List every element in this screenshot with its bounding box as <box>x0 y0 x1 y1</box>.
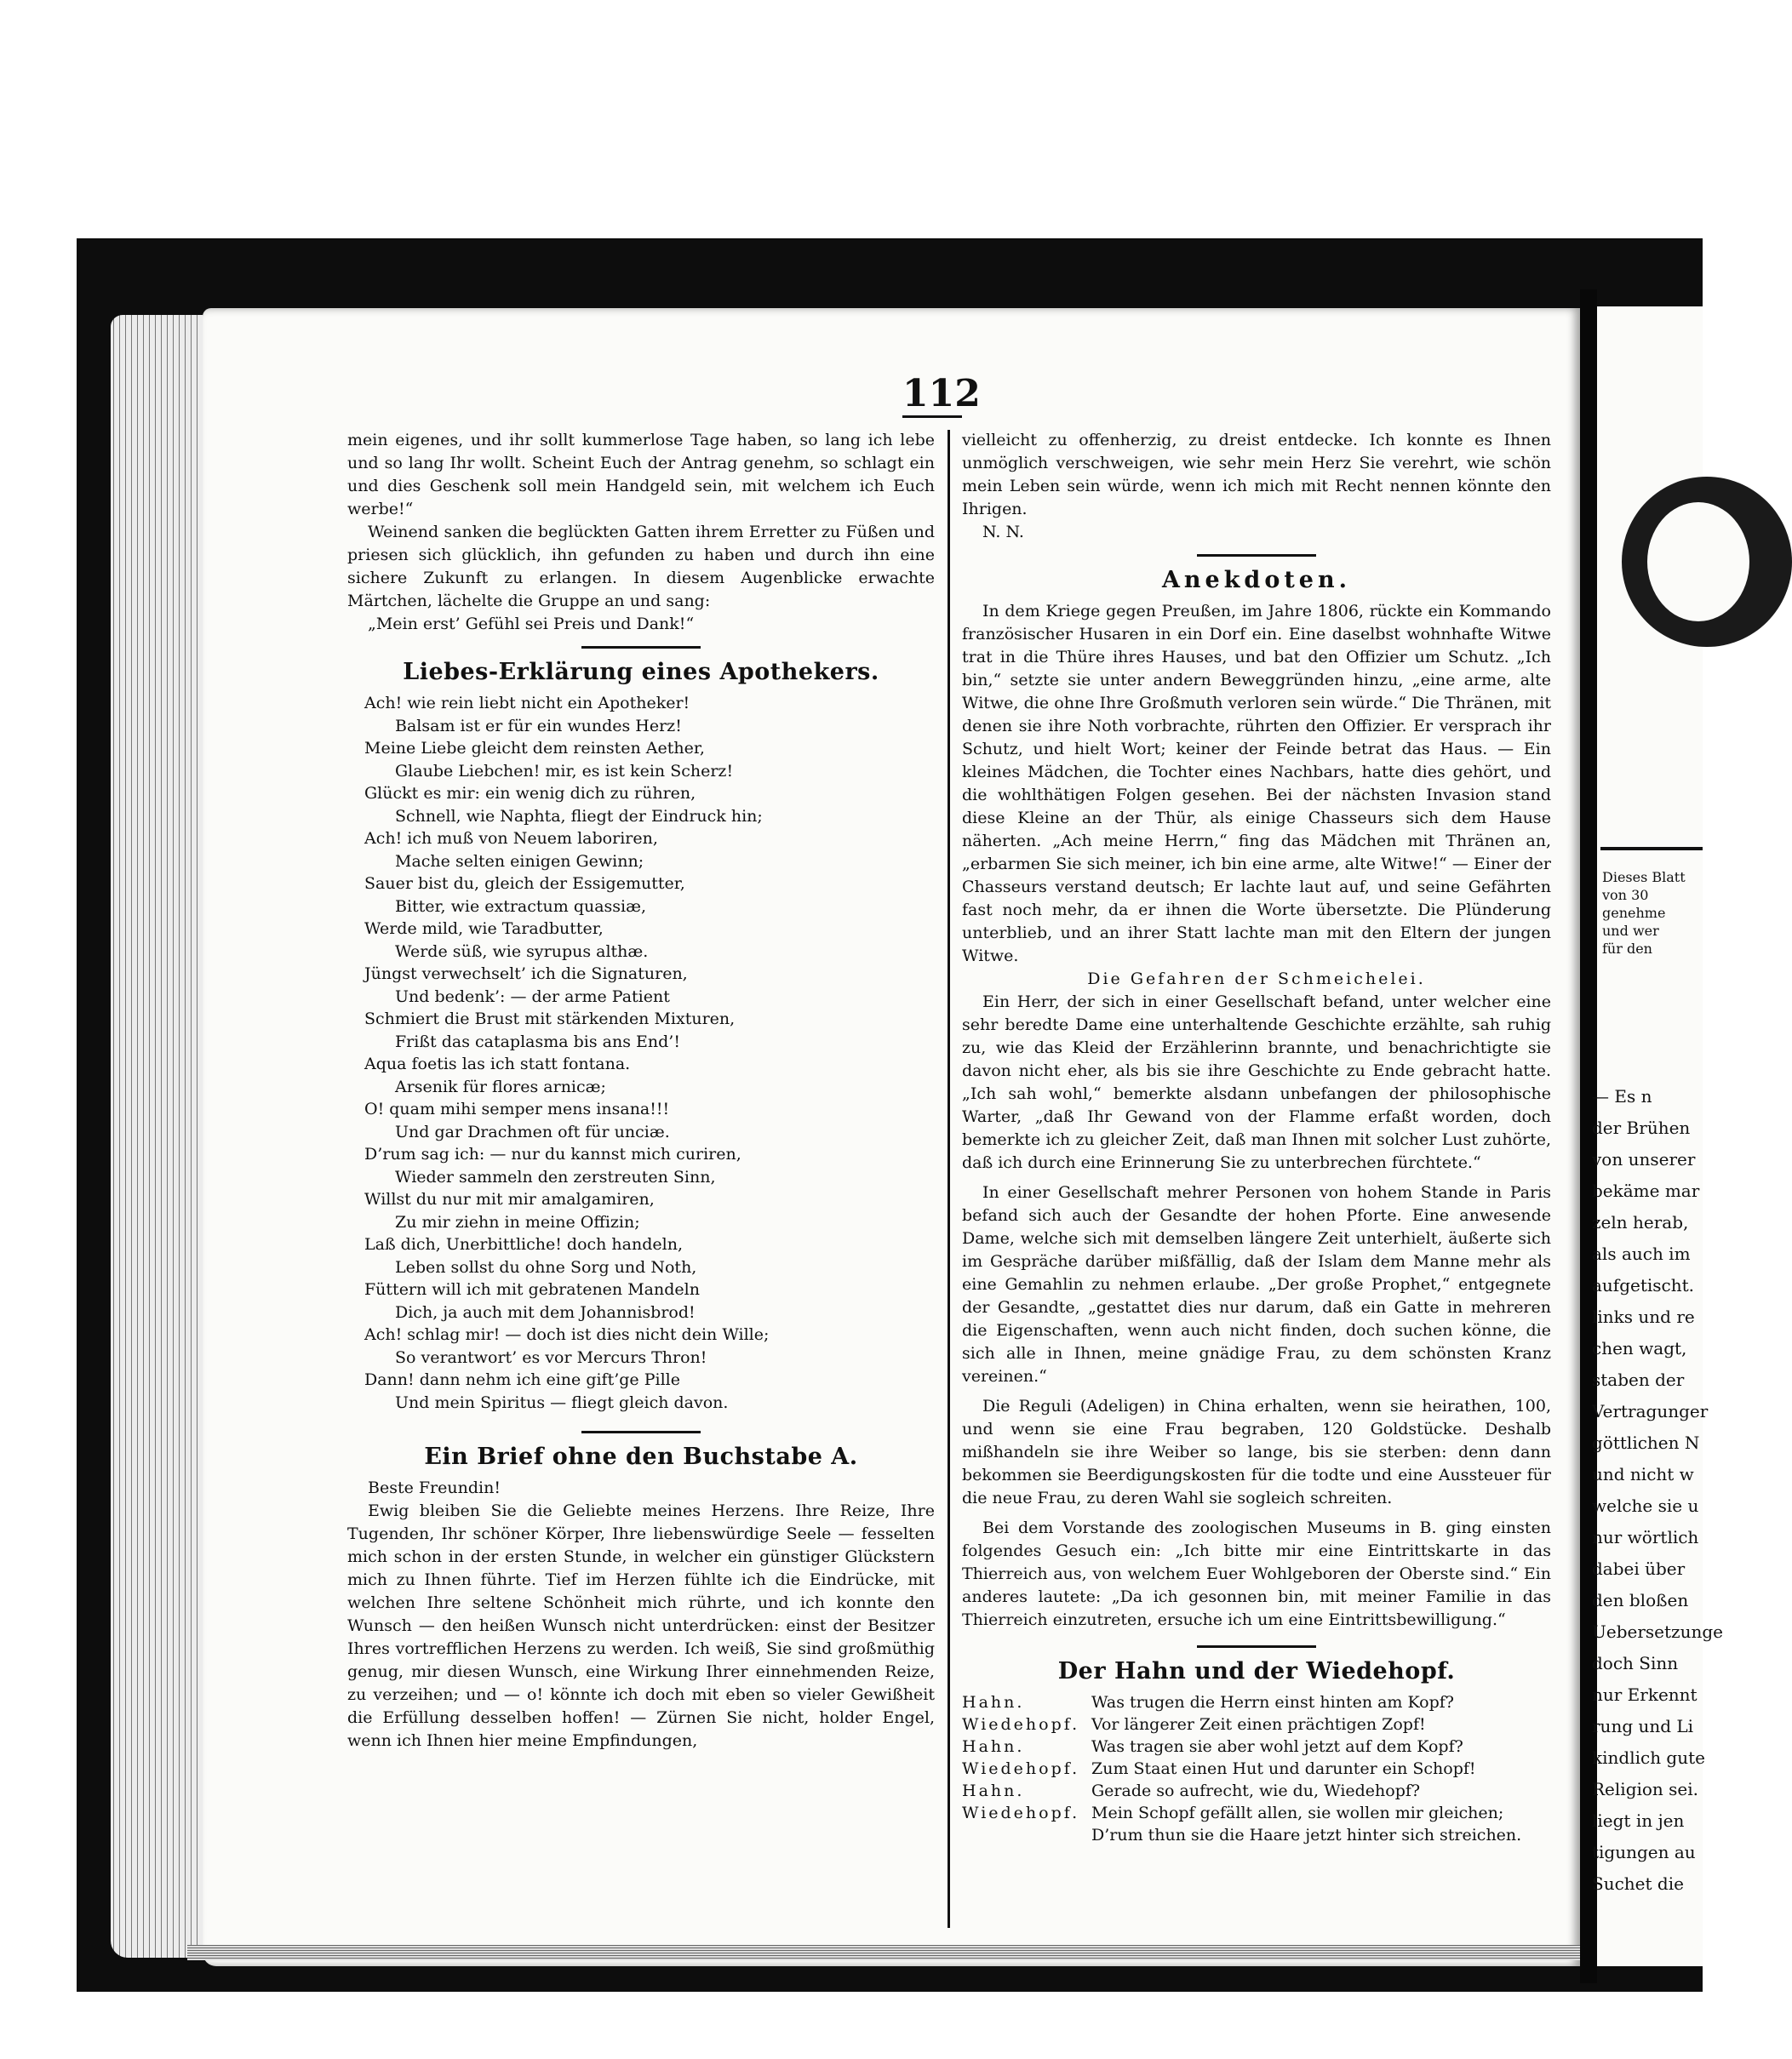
dialogue-line: Mein Schopf gefällt allen, sie wollen mir gleichen; <box>1091 1804 1504 1822</box>
section-rule <box>581 646 701 649</box>
poem-line: Und mein Spiritus — fliegt gleich davon. <box>395 1393 729 1412</box>
dialogue-line: Vor längerer Zeit einen prächtigen Zopf! <box>1091 1715 1426 1734</box>
poem-line: Ach! ich muß von Neuem laboriren, <box>364 829 658 848</box>
fragment-line: von unserer <box>1592 1149 1696 1170</box>
dialogue-speaker: Wiedehopf. <box>962 1759 1080 1778</box>
dialogue-line: Zum Staat einen Hut und darunter ein Schopf! <box>1091 1759 1476 1778</box>
poem <box>347 692 935 1414</box>
anecdote-paragraph: In einer Gesellschaft mehrer Personen von hohem Stande in Paris befand sich auch der Gesandte der hohen Pforte. Eine anwesende Dame, welche sich mit demselben längere Zeit unterhielt, äußerte sich im Gespräche darüber mißfällig, daß der Islam dem Manne mehr als eine Gemahlin zu nehmen erlaube. „Der große Prophet,“ entgegnete der Gesandte, „gestattet dies nur darum, daß ein Gatte in mehreren die Eigenschaften, wenn auch nicht finden, doch suchen könne, die sich alle in Ihnen, meine gnädige Frau, zu dem schönsten Kranz vereinen.“ <box>962 1183 1551 1386</box>
anecdote-paragraph: Die Reguli (Adeligen) in China erhalten, wenn sie heirathen, 100, und wenn sie eine Frau begraben, 120 Goldstücke. Deshalb mißhandeln sie ihre Weiber so lange, bis sie sterben: denn dann bekommen sie Beerdigungskosten für die todte und eine Aussteuer für die neue Frau, zu deren Wahl sie sogleich schreiten. <box>962 1397 1551 1507</box>
poem-line: Ach! wie rein liebt nicht ein Apotheker! <box>364 694 690 712</box>
fragment-line: rung und Li <box>1592 1716 1694 1736</box>
fragment-line: Vertragunger <box>1592 1401 1709 1421</box>
anecdote-paragraph: In dem Kriege gegen Preußen, im Jahre 1806, rückte ein Kommando französischer Husaren in ein Dorf ein. Eine daselbst wohnhafte Witwe trat in die Thüre ihres Hauses, und bat den Offizier um Schutz. „Ich bin,“ setzte sie unter andern Beweggründen hinzu, „eine arme, alte Witwe, die ohne Ihre Großmuth verloren sein würde.“ Die Thränen, mit denen sie ihre Noth vorbrachte, rührten den Offizier. Er versprach ihr Schutz, und hielt Wort; keiner der Feinde betrat das Haus. — Ein kleines Mädchen, die Tochter eines Nachbars, hatte dies gehört, und die wohlthätigen Folgen gesehen. Bei der nächsten Invasion stand diese Kleine an der Thür, als einige Chasseurs sich dem Hause näherten. „Ach meine Herrn,“ fing das Mädchen mit Thränen an, „erbarmen Sie sich meiner, ich bin eine arme, alte Witwe!“ — Einer der Chasseurs verstand deutsch; Er lachte laut auf, und seine Gefährten fast noch mehr, da er ihnen die Worte übersetzte. Die Plünderung unterblieb, und an ihrer Statt lachte man mit den Eltern der jungen Witwe. <box>962 602 1551 965</box>
right-column <box>962 429 1551 1846</box>
dialogue-row <box>962 1691 1551 1713</box>
letter-salutation: Beste Freundin! <box>368 1478 501 1497</box>
fragment-line: liegt in jen <box>1592 1810 1685 1831</box>
right-page-notice <box>1602 868 1703 958</box>
scan-margin <box>0 0 1703 238</box>
poem-line: Dich, ja auch mit dem Johannisbrod! <box>395 1302 696 1322</box>
poem-line: Wieder sammeln den zerstreuten Sinn, <box>395 1167 716 1187</box>
dialogue-line: Was trugen die Herrn einst hinten am Kopf? <box>1091 1693 1454 1712</box>
fragment-line: welche sie u <box>1592 1496 1699 1516</box>
poem-line: Bitter, wie extractum quassiæ, <box>395 896 647 916</box>
dialogue-row <box>962 1713 1551 1736</box>
dialogue-row <box>962 1736 1551 1758</box>
letter-body: Ewig bleiben Sie die Geliebte meines Herzens. Ihre Reize, Ihre Tugenden, Ihr schöner Körper, Ihre liebenswürdige Seele — fesselten mich schon in der ersten Stunde, in welcher ein günstiger Glückstern mich zu Ihnen führte. Tief im Herzen fühlte ich die Eindrücke, mit welchen Ihre seltene Schönheit mich rührte, und ich konnte den Wunsch — den heißen Wunsch nicht unterdrücken: einst der Besitzer Ihres vortrefflichen Herzens zu werden. Ich weiß, Sie sind großmüthig genug, mir diesen Wunsch, eine Wirkung Ihrer einnehmenden Reize, zu verzeihen; und — o! könnte ich doch mit eben so vieler Gewißheit die Erfüllung desselben hoffen! — Zürnen Sie nicht, holder Engel, wenn ich Ihnen hier meine Empfindungen, <box>347 1501 935 1750</box>
anecdote-subheading: Die Gefahren der Schmeichelei. <box>1087 969 1426 988</box>
notice-line: und wer <box>1602 923 1659 939</box>
poem-line: Aqua foetis las ich statt fontana. <box>364 1055 631 1073</box>
fragment-line: zeln herab, <box>1592 1212 1689 1233</box>
dialogue-title: Der Hahn und der Wiedehopf. <box>1057 1658 1456 1684</box>
section-rule <box>1197 1645 1316 1648</box>
poem-line: So verantwort’ es vor Mercurs Thron! <box>395 1347 707 1367</box>
fragment-line: doch Sinn <box>1592 1653 1679 1673</box>
section-rule <box>1600 847 1703 850</box>
poem-line: Füttern will ich mit gebratenen Mandeln <box>364 1280 700 1299</box>
poem-line: Dann! dann nehm ich eine gift’ge Pille <box>364 1370 680 1389</box>
fragment-line: Uebersetzunge <box>1592 1621 1723 1642</box>
notice-line: genehme <box>1602 905 1666 921</box>
page-number: 112 <box>902 373 962 418</box>
fragment-line: dabei über <box>1592 1559 1686 1579</box>
poem-line: Arsenik für flores arnicæ; <box>395 1077 606 1096</box>
dialogue-row <box>962 1802 1551 1824</box>
fragment-line: aufgetischt. <box>1592 1275 1695 1295</box>
poem-line: Meine Liebe gleicht dem reinsten Aether, <box>364 739 705 758</box>
dialogue-speaker: Hahn. <box>962 1737 1025 1756</box>
fragment-line: als auch im <box>1592 1244 1691 1264</box>
song-quote: „Mein erst’ Gefühl sei Preis und Dank!“ <box>368 615 695 633</box>
fragment-line: — Es n <box>1592 1086 1652 1107</box>
poem-line: Jüngst verwechselt’ ich die Signaturen, <box>364 964 688 983</box>
dialogue-row <box>962 1758 1551 1780</box>
poem-line: Mache selten einigen Gewinn; <box>395 851 644 871</box>
dialogue <box>962 1691 1551 1846</box>
poem-line: Sauer bist du, gleich der Essigemutter, <box>364 874 685 893</box>
dialogue-speaker: Hahn. <box>962 1693 1025 1712</box>
letter-title: Ein Brief ohne den Buchstabe A. <box>424 1444 858 1470</box>
dialogue-speaker <box>962 1824 1091 1846</box>
dialogue-line: Was tragen sie aber wohl jetzt auf dem Kopf? <box>1091 1737 1463 1756</box>
notice-line: für den <box>1602 941 1652 957</box>
poem-line: O! quam mihi semper mens insana!!! <box>364 1100 670 1118</box>
fragment-line: und nicht w <box>1592 1464 1694 1484</box>
section-rule <box>1197 554 1316 557</box>
letter-continuation: vielleicht zu offenherzig, zu dreist entdecke. Ich konnte es Ihnen unmöglich verschweigen, wie sehr mein Herz Sie verehrt, wie schön mein Leben sein würde, wenn ich mich mit Recht nennen könnte den Ihrigen. <box>962 431 1551 518</box>
notice-line: Dieses Blatt <box>1602 869 1686 885</box>
fragment-line: tigungen au <box>1592 1842 1696 1862</box>
fragment-line: bekäme mar <box>1592 1181 1700 1201</box>
page-bottom-edge <box>187 1945 1583 1960</box>
poem-line: Und gar Drachmen oft für unciæ. <box>395 1122 670 1141</box>
fragment-line: Religion sei. <box>1592 1779 1699 1799</box>
poem-line: Werde mild, wie Taradbutter, <box>364 919 604 938</box>
poem-line: Ach! schlag mir! — doch ist dies nicht dein Wille; <box>364 1325 770 1344</box>
notice-line: von 30 <box>1602 887 1649 903</box>
poem-line: Schnell, wie Naphta, fliegt der Eindruck hin; <box>395 806 763 826</box>
poem-line: Schmiert die Brust mit stärkenden Mixturen, <box>364 1009 736 1028</box>
poem-title: Liebes-Erklärung eines Apothekers. <box>403 659 879 685</box>
dialogue-speaker: Hahn. <box>962 1782 1025 1800</box>
poem-line: Glückt es mir: ein wenig dich zu rühren, <box>364 784 696 803</box>
masthead-emblem-inner <box>1647 502 1749 621</box>
intro-paragraph: mein eigenes, und ihr sollt kummerlose Tage haben, so lang ich lebe und so lang Ihr wollt. Scheint Euch der Antrag genehm, so schlagt ein und dies Geschenk soll mein Handgeld sein, mit welchem ich Euch werbe!“ <box>347 431 935 518</box>
fragment-line: kindlich gute <box>1592 1747 1705 1768</box>
fragment-line: chen wagt, <box>1592 1338 1687 1358</box>
dialogue-speaker: Wiedehopf. <box>962 1715 1080 1734</box>
left-column <box>347 429 935 1753</box>
fragment-line: links und re <box>1592 1307 1695 1327</box>
poem-line: Glaube Liebchen! mir, es ist kein Scherz! <box>395 761 734 781</box>
poem-line: Zu mir ziehn in meine Offizin; <box>395 1212 640 1232</box>
poem-line: Frißt das cataplasma bis ans End’! <box>395 1032 680 1051</box>
right-page-text-fragment <box>1592 1081 1723 1900</box>
poem-line: Balsam ist er für ein wundes Herz! <box>395 716 682 735</box>
poem-line: Laß dich, Unerbittliche! doch handeln, <box>364 1235 683 1254</box>
fragment-line: Suchet die <box>1592 1873 1684 1894</box>
anecdote-paragraph: Ein Herr, der sich in einer Gesellschaft befand, unter welcher eine sehr beredte Dame eine unterhaltende Geschichte erzählte, sah ruhig zu, wie das Kleid der Erzählerinn brannte, und benachrichtigte sie davon nicht eher, als bis sie ihre Geschichte zu Ende gebracht hatte. „Ich sah wohl,“ bemerkte alsdann unbefangen der philosophische Warter, „daß Ihr Gewand von der Flamme erfaßt worden, doch bemerkte ich zu gleicher Zeit, daß man Ihnen mit solcher Lust zuhörte, daß ich durch eine Erinnerung Sie zu unterbrechen fürchtete.“ <box>962 992 1551 1172</box>
dialogue-line: Gerade so aufrecht, wie du, Wiedehopf? <box>1091 1782 1421 1800</box>
fragment-line: göttlichen N <box>1592 1433 1700 1453</box>
dialogue-line: D’rum thun sie die Haare jetzt hinter sich streichen. <box>1091 1826 1522 1845</box>
dialogue-speaker: Wiedehopf. <box>962 1804 1080 1822</box>
poem-line: Werde süß, wie syrupus althæ. <box>395 941 649 961</box>
poem-line: Leben sollst du ohne Sorg und Noth, <box>395 1257 697 1277</box>
poem-line: D’rum sag ich: — nur du kannst mich curiren, <box>364 1145 741 1164</box>
dialogue-row <box>962 1780 1551 1802</box>
anecdote-paragraph: Bei dem Vorstande des zoologischen Museums in B. ging einsten folgendes Gesuch ein: „Ich bitte mir eine Eintrittskarte in das Thierreich aus, von welchem Euer Wohlgeboren der Oberste sind.“ Ein anderes lautete: „Da ich gesonnen bin, mit meiner Familie in das Thierreich einzutreten, ersuche ich um eine Eintrittsbewilligung.“ <box>962 1519 1551 1629</box>
fragment-line: nur Erkennt <box>1592 1684 1698 1705</box>
fragment-line: den bloßen <box>1592 1590 1689 1610</box>
fragment-line: staben der <box>1592 1370 1685 1390</box>
anekdoten-title: Anekdoten. <box>1161 567 1352 593</box>
fragment-line: nur wörtlich <box>1592 1527 1699 1547</box>
poem-line: Und bedenk’: — der arme Patient <box>395 987 670 1006</box>
intro-paragraph: Weinend sanken die beglückten Gatten ihrem Erretter zu Füßen und priesen sich glücklich, ihn gefunden zu haben und durch ihn eine sichere Zukunft zu erlangen. In diesem Augenblicke erwachte Märtchen, lächelte die Gruppe an und sang: <box>347 523 935 610</box>
dialogue-row <box>962 1824 1551 1846</box>
section-rule <box>581 1431 701 1433</box>
poem-line: Willst du nur mit mir amalgamiren, <box>364 1190 655 1209</box>
page-edges <box>111 315 204 1958</box>
fragment-line: der Brühen <box>1592 1118 1691 1138</box>
letter-signature: N. N. <box>982 523 1024 541</box>
column-divider <box>948 430 950 1928</box>
